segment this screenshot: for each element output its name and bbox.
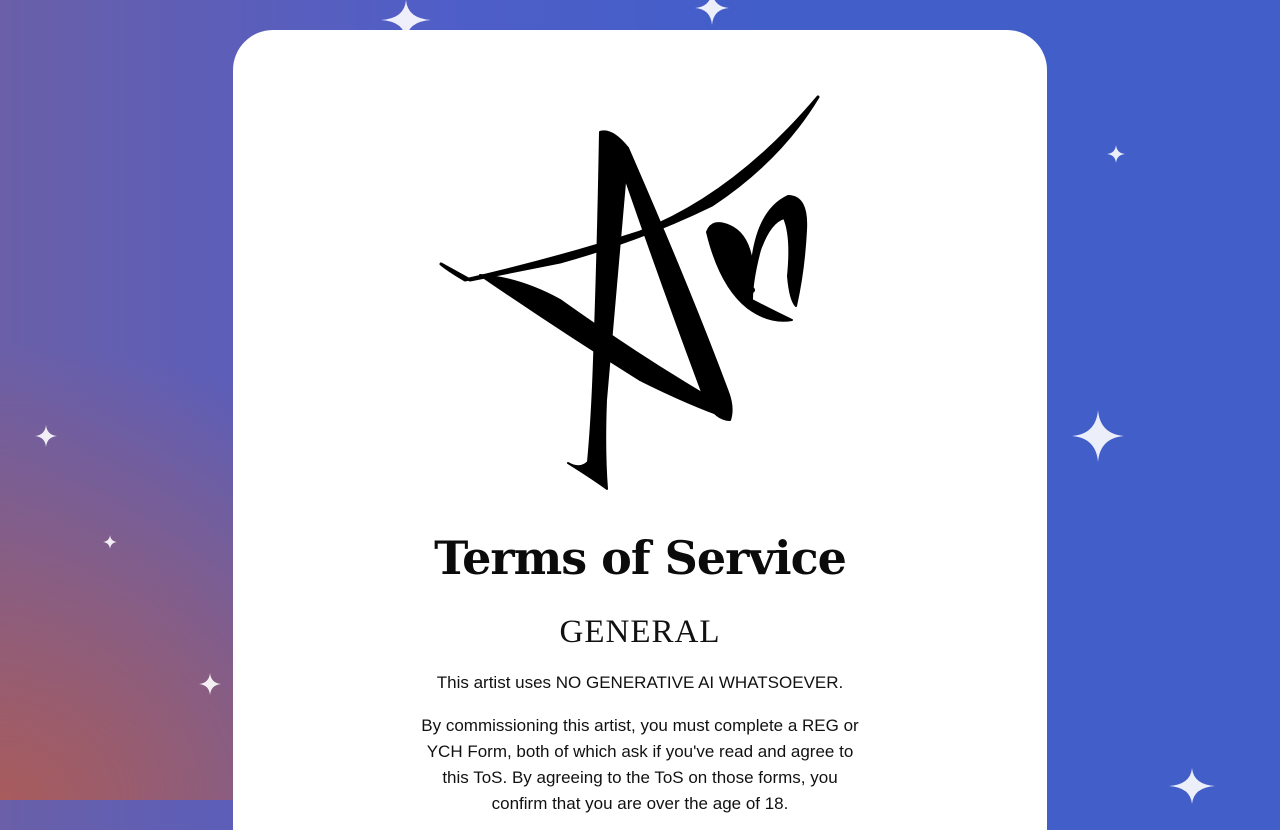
- page-title: Terms of Service: [434, 531, 846, 585]
- commission-agreement-text: By commissioning this artist, you must complete a REG or YCH Form, both of which ask if you've read and agree to this ToS. By agreeing to the ToS on those forms, you confirm that you are over the age of 18.: [421, 716, 859, 813]
- sparkle-icon: [199, 673, 221, 695]
- sparkle-icon: [35, 425, 57, 447]
- sparkle-icon: [1072, 410, 1124, 462]
- sparkle-icon: [103, 535, 117, 549]
- sparkle-icon: [1169, 768, 1215, 804]
- sparkle-icon: [1107, 145, 1125, 163]
- section-heading-general: GENERAL: [559, 614, 721, 650]
- ai-policy-text: This artist uses NO GENERATIVE AI WHATSOEVER.: [436, 673, 844, 692]
- signature-logo-icon: [430, 88, 830, 498]
- sparkle-icon: [695, 0, 729, 25]
